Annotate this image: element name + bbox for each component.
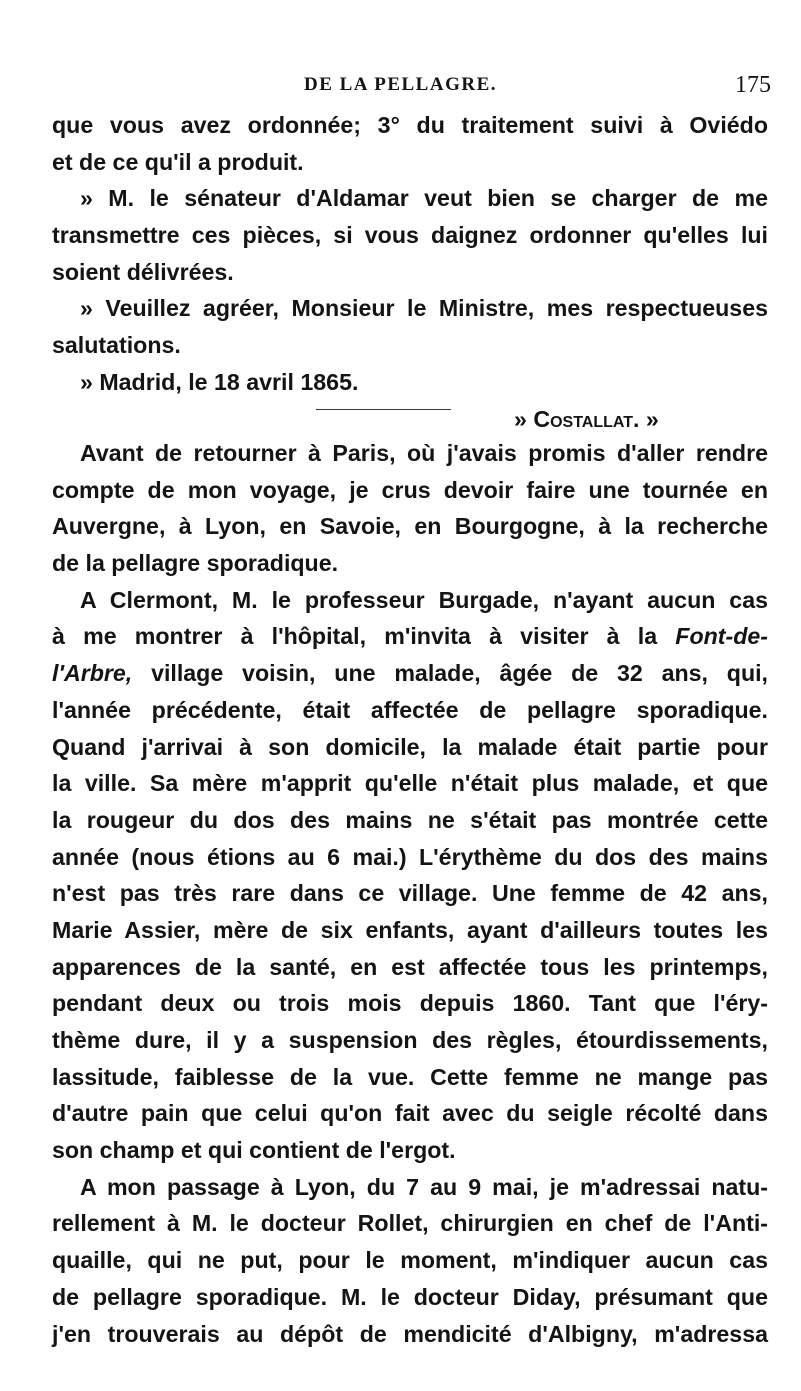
body-section bbox=[52, 435, 768, 1352]
body-line: apparences de la santé, en est affectée tous les printemps, bbox=[52, 953, 768, 980]
body-line bbox=[52, 655, 768, 692]
letter-line: et de ce qu'il a produit. bbox=[52, 148, 304, 175]
letter-signature: » Costallat. » bbox=[514, 405, 659, 432]
section-separator bbox=[316, 409, 451, 410]
body-line: thème dure, il y a suspension des règles, étourdissements, bbox=[52, 1027, 768, 1053]
body-line: d'autre pain que celui qu'on fait avec du seigle récolté dans bbox=[52, 1100, 768, 1127]
body-line: A Clermont, M. le professeur Burgade, n'ayant aucun cas bbox=[80, 586, 768, 613]
body-line: compte de mon voyage, je crus devoir faire une tournée en bbox=[52, 476, 768, 503]
place-name-italic: l'Arbre, bbox=[52, 660, 133, 687]
letter-line: soient délivrées. bbox=[52, 258, 234, 285]
body-line: la rougeur du dos des mains ne s'était pas montrée cette bbox=[52, 806, 768, 833]
body-line: son champ et qui contient de l'ergot. bbox=[52, 1137, 456, 1164]
body-text: village voisin, une malade, âgée de 32 ans, qui, bbox=[132, 660, 768, 687]
page-number: 175 bbox=[735, 72, 771, 98]
body-line: n'est pas très rare dans ce village. Une femme de 42 ans, bbox=[52, 880, 768, 907]
body-line-with-italic bbox=[52, 618, 768, 655]
body-line: rellement à M. le docteur Rollet, chirurgien en chef de l'Anti- bbox=[52, 1210, 768, 1237]
letter-line: » Veuillez agréer, Monsieur le Ministre, mes respectueuses bbox=[80, 295, 768, 322]
body-line: de pellagre sporadique. M. le docteur Diday, présumant que bbox=[52, 1283, 768, 1310]
body-line: A mon passage à Lyon, du 7 au 9 mai, je m'adressai natu- bbox=[80, 1173, 768, 1200]
page-header bbox=[0, 74, 801, 104]
body-line: Avant de retourner à Paris, où j'avais promis d'aller rendre bbox=[80, 440, 768, 466]
body-line: quaille, qui ne put, pour le moment, m'indiquer aucun cas bbox=[52, 1247, 768, 1274]
body-line: la ville. Sa mère m'apprit qu'elle n'était plus malade, et que bbox=[52, 770, 768, 797]
letter-line: que vous avez ordonnée; 3° du traitement suivi à Oviédo bbox=[52, 112, 768, 138]
running-head: DE LA PELLAGRE. bbox=[303, 74, 497, 95]
body-line: de la pellagre sporadique. bbox=[52, 550, 339, 577]
body-line: l'année précédente, était affectée de pellagre sporadique. bbox=[52, 696, 768, 723]
letter-section bbox=[52, 107, 768, 437]
body-line: Quand j'arrivai à son domicile, la malade était partie pour bbox=[52, 733, 768, 760]
letter-line: transmettre ces pièces, si vous daignez ordonner qu'elles lui bbox=[52, 222, 768, 249]
body-line: pendant deux ou trois mois depuis 1860. Tant que l'éry- bbox=[52, 990, 768, 1017]
place-name-italic: Font-de- bbox=[675, 623, 768, 650]
body-line: Marie Assier, mère de six enfants, ayant d'ailleurs toutes les bbox=[52, 916, 768, 943]
letter-line: » Madrid, le 18 avril 1865. bbox=[80, 368, 359, 395]
body-line: année (nous étions au 6 mai.) L'érythème du dos des mains bbox=[52, 843, 768, 870]
body-line: j'en trouverais au dépôt de mendicité d'Albigny, m'adressa bbox=[52, 1320, 768, 1347]
body-line: Auvergne, à Lyon, en Savoie, en Bourgogne, à la recherche bbox=[52, 513, 768, 540]
body-text: à me montrer à l'hôpital, m'invita à visiter à la bbox=[52, 623, 676, 650]
body-line: lassitude, faiblesse de la vue. Cette femme ne mange pas bbox=[52, 1063, 768, 1090]
letter-line: » M. le sénateur d'Aldamar veut bien se charger de me bbox=[80, 185, 768, 212]
letter-line: salutations. bbox=[52, 332, 181, 359]
